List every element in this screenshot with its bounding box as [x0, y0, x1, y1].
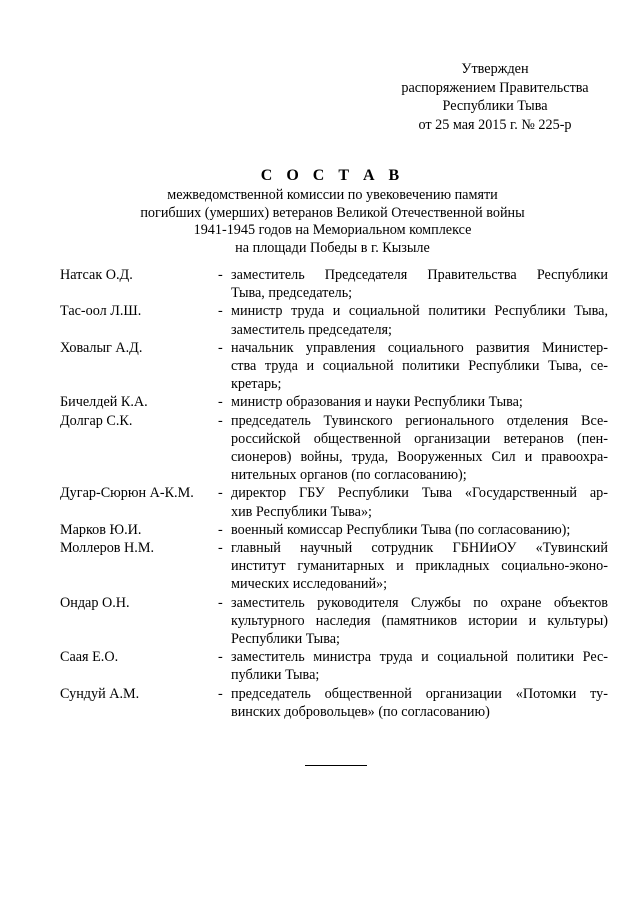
member-role-line: хив Республики Тыва»;: [231, 503, 372, 520]
member-name: Дугар-Сюрюн А-К.М.: [60, 485, 194, 502]
member-name: Бичелдей К.А.: [60, 394, 148, 411]
member-role-line: Республики Тыва;: [231, 631, 340, 648]
member-dash: -: [218, 649, 223, 666]
member-name: Ондар О.Н.: [60, 594, 130, 611]
member-role-line: ства труда и социальной политики Республики Тыва, се-: [231, 358, 608, 375]
member-role: [231, 266, 608, 302]
member-role-line: сионеров) войны, труда, Вооруженных Сил и правоохра-: [231, 449, 608, 466]
member-dash: -: [218, 394, 223, 411]
member-role-line: заместитель председателя;: [231, 321, 393, 338]
member-dash: -: [218, 540, 223, 557]
member-dash: -: [218, 339, 223, 356]
member-role: [231, 648, 608, 684]
member-name: Марков Ю.И.: [60, 521, 142, 538]
member-role: [231, 412, 608, 485]
member-name: Ховалыг А.Д.: [60, 339, 143, 356]
member-role-line: министр образования и науки Республики Тыва;: [231, 394, 523, 411]
member-dash: -: [218, 521, 223, 538]
title-line: на площади Победы в г. Кызыле: [235, 239, 430, 256]
member-dash: -: [218, 412, 223, 429]
member-dash: -: [218, 685, 223, 702]
member-role: [231, 339, 608, 394]
member-dash: -: [218, 594, 223, 611]
member-role-line: директор ГБУ Республики Тыва «Государственный ар-: [231, 485, 608, 502]
member-role-line: кретарь;: [231, 376, 282, 393]
member-name: Сундуй А.М.: [60, 685, 140, 702]
member-name: Долгар С.К.: [60, 412, 133, 429]
title-line: погибших (умерших) ветеранов Великой Отечественной войны: [140, 204, 525, 221]
member-row: [60, 484, 608, 520]
member-name: Натсак О.Д.: [60, 267, 133, 283]
member-role-line: мических исследований»;: [231, 576, 388, 593]
approval-line: распоряжением Правительства: [401, 79, 589, 96]
member-role-line: военный комиссар Республики Тыва (по согласованию);: [231, 521, 571, 538]
member-row: [60, 521, 608, 539]
member-dash: -: [218, 485, 223, 502]
approval-line: от 25 мая 2015 г. № 225-р: [418, 116, 572, 133]
member-role-line: винских добровольцев» (по согласованию): [231, 703, 490, 720]
member-row: [60, 412, 608, 485]
member-role-line: культурного наследия (памятников истории и культуры): [231, 612, 608, 629]
approval-line: Утвержден: [461, 61, 529, 77]
member-row: [60, 393, 608, 411]
member-role: [231, 594, 608, 649]
member-role: [231, 539, 608, 594]
member-role-line: главный научный сотрудник ГБНИиОУ «Тувинский: [231, 540, 608, 557]
member-role-line: министр труда и социальной политики Республики Тыва,: [231, 303, 608, 320]
member-role-line: публики Тыва;: [231, 667, 320, 684]
member-row: [60, 594, 608, 649]
member-role-line: начальник управления социального развития Министер-: [231, 339, 608, 356]
member-name: Саая Е.О.: [60, 649, 119, 666]
member-role-line: нительных органов (по согласованию);: [231, 467, 467, 484]
approval-line: Республики Тыва: [442, 98, 548, 114]
member-role: [231, 302, 608, 338]
member-dash: -: [218, 267, 223, 283]
member-role-line: председатель общественной организации «Потомки ту-: [231, 685, 608, 702]
member-role-line: председатель Тувинского регионального отделения Все-: [231, 412, 608, 429]
member-role: [231, 484, 608, 520]
member-role-line: заместитель руководителя Службы по охране объектов: [231, 594, 608, 611]
title-line: 1941-1945 годов на Мемориальном комплексе: [193, 222, 472, 238]
member-role-line: институт гуманитарных и прикладных социально-эконо-: [231, 558, 608, 575]
member-name: Моллеров Н.М.: [60, 540, 155, 557]
member-role: [231, 685, 608, 721]
members-list: [60, 266, 608, 721]
member-row: [60, 685, 608, 721]
member-row: [60, 266, 608, 302]
closing-rule: [305, 765, 367, 766]
member-row: [60, 648, 608, 684]
member-role: [231, 521, 608, 539]
member-role-line: заместитель министра труда и социальной политики Рес-: [231, 649, 608, 666]
member-row: [60, 339, 608, 394]
approval-stamp: [380, 60, 610, 134]
member-name: Тас-оол Л.Ш.: [60, 303, 142, 320]
title-line: межведомственной комиссии по увековечению памяти: [167, 187, 498, 203]
member-role: [231, 393, 608, 411]
member-dash: -: [218, 303, 223, 320]
member-row: [60, 302, 608, 338]
member-role-line: Тыва, председатель;: [231, 285, 353, 302]
member-row: [60, 539, 608, 594]
document-title: [60, 166, 605, 257]
title-heading: С О С Т А В: [260, 167, 405, 184]
member-role-line: российской общественной организации ветеранов (пен-: [231, 430, 608, 447]
member-role-line: заместитель Председателя Правительства Республики: [231, 267, 608, 283]
